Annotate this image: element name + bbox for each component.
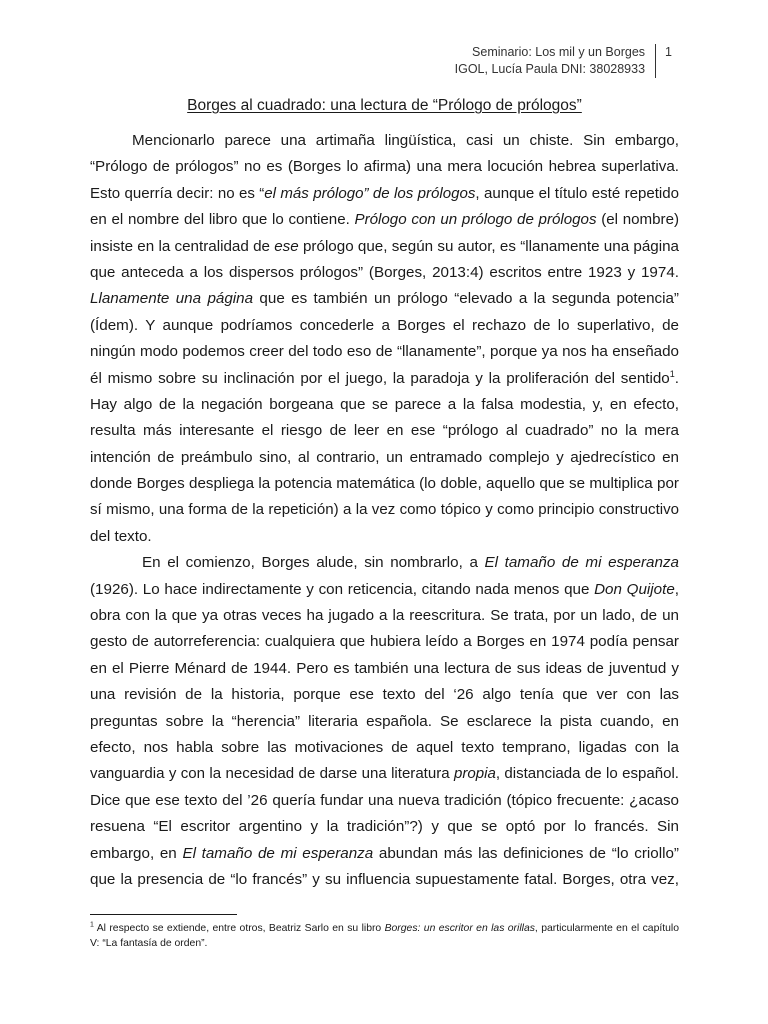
text-line: en el nombre del libro que lo contiene. Prólogo con un prólogo de prólogos (el nombre) [90,211,680,229]
text-line: Mencionarlo parece una artimaña lingüística, casi un chiste. Sin embargo, [132,132,679,149]
text-line: (Ídem). Y aunque podríamos concederle a Borges el rechazo de lo superlativo, de [90,316,679,334]
text-line: insiste en la centralidad de ese prólogo que, según su autor, es “llanamente una página [90,237,679,255]
text-line: que anteceda a los dispersos prólogos” (Borges, 2013:4) escritos entre 1923 y 1974. [90,263,679,281]
text-line: vanguardia y con la necesidad de darse una literatura propia, distanciada de lo español. [90,765,679,783]
text-line: preguntas sobre la “herencia” literaria española. Se esclarece la pista cuando, en [90,712,679,730]
text-line: En el comienzo, Borges alude, sin nombrarlo, a El tamaño de mi esperanza [142,554,679,572]
text-line: resuena “El escritor argentino y la tradición”?) y que se optó por lo francés. Sin [90,818,679,836]
paragraph-2 [90,550,679,893]
document-title: Borges al cuadrado: una lectura de “Prólogo de prólogos” [187,97,582,114]
footnote [90,921,679,951]
text-line: él mismo sobre su inclinación por el juego, la paradoja y la proliferación del sentido$^1$. [90,368,679,387]
header-seminar: Seminario: Los mil y un Borges [472,45,646,59]
text-line: Hay algo de la negación borgeana que se parece a la falsa modestia, y, en efecto, [90,395,679,413]
footnote-marker: 1 [90,921,94,929]
text-line: obra con la que ya otras veces ha jugado a la reescritura. Se trata, por un lado, de un [90,607,679,625]
text-line: una revisión de la historia, porque ese texto del ‘26 algo tenía que ver con las [90,686,679,704]
text-line: sí mismo, una forma de la repetición) a la vez como tópico y como principio constructivo [90,501,679,519]
text-line: resulta más interesante el riesgo de leer en ese “prólogo al cuadrado” no la mera [90,422,679,440]
text-line: Llanamente una página que es también un prólogo “elevado a la segunda potencia” [90,290,679,308]
text-line: embargo, en El tamaño de mi esperanza abundan más las definiciones de “lo criollo” [90,844,679,862]
page-number: 1 [665,45,672,59]
text-line: Dice que ese texto del ’26 quería fundar una nueva tradición (tópico frecuente: ¿acaso [90,791,679,809]
text-line: efecto, nos habla sobre las motivaciones de aquel texto temprano, ligadas con la [90,738,679,756]
text-line: gesto de autorreferencia: cualquiera que hubiera leído a Borges en 1974 podía pensar [90,633,679,651]
page-header [455,44,672,78]
footnote-line: $^1$ Al respecto se extiende, entre otros, Beatriz Sarlo en su libro Borges: un escritor en las orillas, particularmente en el capítulo [90,921,679,934]
text-line: “Prólogo de prólogos” no es (Borges lo afirma) una mera locución hebrea superlativa. [90,158,679,176]
header-text-block [455,44,656,78]
text-line: intención de preámbulo sino, al contrario, un entramado complejo y ajedrecístico en [90,448,679,466]
text-line: (1926). Lo hace indirectamente y con reticencia, citando nada menos que Don Quijote, [90,580,679,598]
text-line: del texto. [90,527,152,545]
paragraph-1 [90,128,679,550]
text-line: en el Pierre Ménard de 1944. Pero es también una lectura de sus ideas de juventud y [90,659,679,677]
footnote-separator [90,914,237,915]
body-text [90,128,679,893]
text-line: Esto querría decir: no es “el más prólogo” de los prólogos, aunque el título esté repetido [90,184,680,202]
text-line: donde Borges despliega la potencia matemática (lo doble, aquello que se multiplica por [90,475,679,493]
text-line: ningún modo podemos creer del todo eso de “llanamente”, porque ya nos ha enseñado [90,343,679,361]
footnote-line: V: “La fantasía de orden”. [90,938,208,949]
text-line: que la presencia de “lo francés” y su influencia supuestamente fatal. Borges, otra vez, [90,870,679,888]
footnote-reference: 1 [669,368,675,379]
header-author: IGOL, Lucía Paula DNI: 38028933 [454,62,646,76]
